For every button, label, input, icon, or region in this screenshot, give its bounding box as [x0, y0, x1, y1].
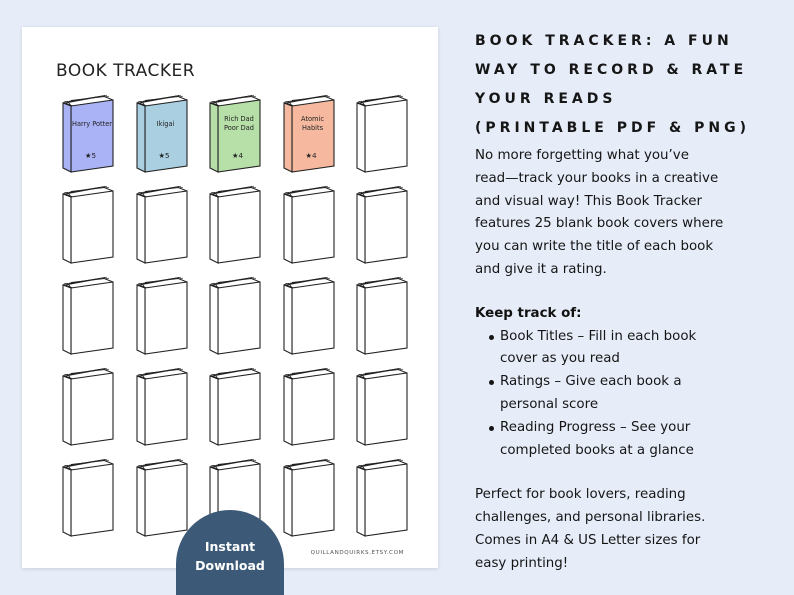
- intro-paragraph: [475, 145, 775, 282]
- book-icon: [353, 368, 411, 446]
- book-title: Rich Dad Poor Dad: [224, 115, 254, 132]
- book-icon: [133, 277, 191, 355]
- book-icon: [353, 186, 411, 264]
- intro-line: and give it a rating.: [475, 261, 607, 277]
- book-icon: [59, 277, 117, 355]
- book-cover: [353, 277, 411, 355]
- book-cover: [280, 368, 338, 446]
- book-cover: [353, 459, 411, 537]
- book-cover: [133, 277, 191, 355]
- book-icon: [353, 459, 411, 537]
- keep-track-heading: Keep track of:: [475, 305, 582, 321]
- instant-download-badge: [176, 510, 284, 595]
- book-title: Atomic Habits: [301, 115, 324, 132]
- book-cover: [59, 95, 117, 173]
- book-cover: [206, 95, 264, 173]
- book-icon: [59, 186, 117, 264]
- book-cover: [206, 368, 264, 446]
- book-icon: [280, 459, 338, 537]
- book-icon: [280, 277, 338, 355]
- outro-line: easy printing!: [475, 555, 569, 571]
- badge-line-1: Instant: [204, 539, 256, 554]
- heading-line: BOOK TRACKER: A FUN: [475, 33, 733, 49]
- feature-list: [475, 326, 775, 463]
- book-icon: [280, 186, 338, 264]
- book-cover: [280, 459, 338, 537]
- heading-line: (PRINTABLE PDF & PNG): [475, 120, 750, 136]
- book-cover: [353, 95, 411, 173]
- book-icon: [353, 277, 411, 355]
- list-item: [475, 371, 775, 417]
- book-rating: ★4: [232, 151, 244, 160]
- outro-line: challenges, and personal libraries.: [475, 510, 706, 526]
- book-cover: [133, 186, 191, 264]
- printable-sheet: [22, 27, 438, 568]
- book-cover: [59, 277, 117, 355]
- book-icon: [59, 459, 117, 537]
- book-cover: [280, 186, 338, 264]
- book-cover: [59, 368, 117, 446]
- list-item: [475, 417, 775, 463]
- bullet-line: personal score: [500, 396, 599, 412]
- book-icon: [280, 368, 338, 446]
- book-rating: ★5: [158, 151, 170, 160]
- book-cover: [133, 368, 191, 446]
- heading-line: YOUR READS: [475, 91, 617, 107]
- book-icon: [206, 186, 264, 264]
- book-cover: [280, 95, 338, 173]
- book-icon: [353, 95, 411, 173]
- book-cover: [353, 186, 411, 264]
- book-icon: [206, 277, 264, 355]
- outro-line: Comes in A4 & US Letter sizes for: [475, 532, 701, 548]
- book-cover: [59, 186, 117, 264]
- outro-line: Perfect for book lovers, reading: [475, 487, 686, 503]
- book-cover: [59, 459, 117, 537]
- book-title: Ikigai: [156, 119, 175, 128]
- bullet-line: Book Titles – Fill in each book: [500, 328, 697, 344]
- book-cover: [206, 277, 264, 355]
- book-grid: [22, 27, 438, 568]
- book-icon: [133, 368, 191, 446]
- badge-line-2: Download: [195, 558, 265, 573]
- book-cover: [280, 277, 338, 355]
- book-title: Harry Potter: [71, 119, 113, 128]
- intro-line: and visual way! This Book Tracker: [475, 193, 702, 209]
- bullet-line: cover as you read: [500, 351, 620, 367]
- bullet-line: Ratings – Give each book a: [500, 374, 682, 390]
- book-icon: [206, 368, 264, 446]
- intro-line: No more forgetting what you’ve: [475, 148, 689, 163]
- book-rating: ★5: [85, 151, 97, 160]
- list-item: [475, 326, 775, 372]
- book-cover: [353, 368, 411, 446]
- intro-line: features 25 blank book covers where: [475, 216, 724, 232]
- book-icon: [59, 368, 117, 446]
- bullet-line: completed books at a glance: [500, 442, 694, 458]
- product-heading: [475, 27, 775, 143]
- description-panel: [475, 27, 775, 576]
- heading-line: WAY TO RECORD & RATE: [475, 62, 748, 78]
- bullet-line: Reading Progress – See your: [500, 419, 691, 435]
- book-cover: [133, 95, 191, 173]
- intro-line: you can write the title of each book: [475, 239, 714, 255]
- sheet-credit: QUILLANDQUIRKS.ETSY.COM: [310, 550, 404, 556]
- sheet-title: BOOK TRACKER: [56, 61, 196, 81]
- outro-paragraph: [475, 484, 775, 575]
- intro-line: read—track your books in a creative: [475, 170, 719, 186]
- book-icon: [133, 186, 191, 264]
- book-rating: ★4: [305, 151, 317, 160]
- book-cover: [206, 186, 264, 264]
